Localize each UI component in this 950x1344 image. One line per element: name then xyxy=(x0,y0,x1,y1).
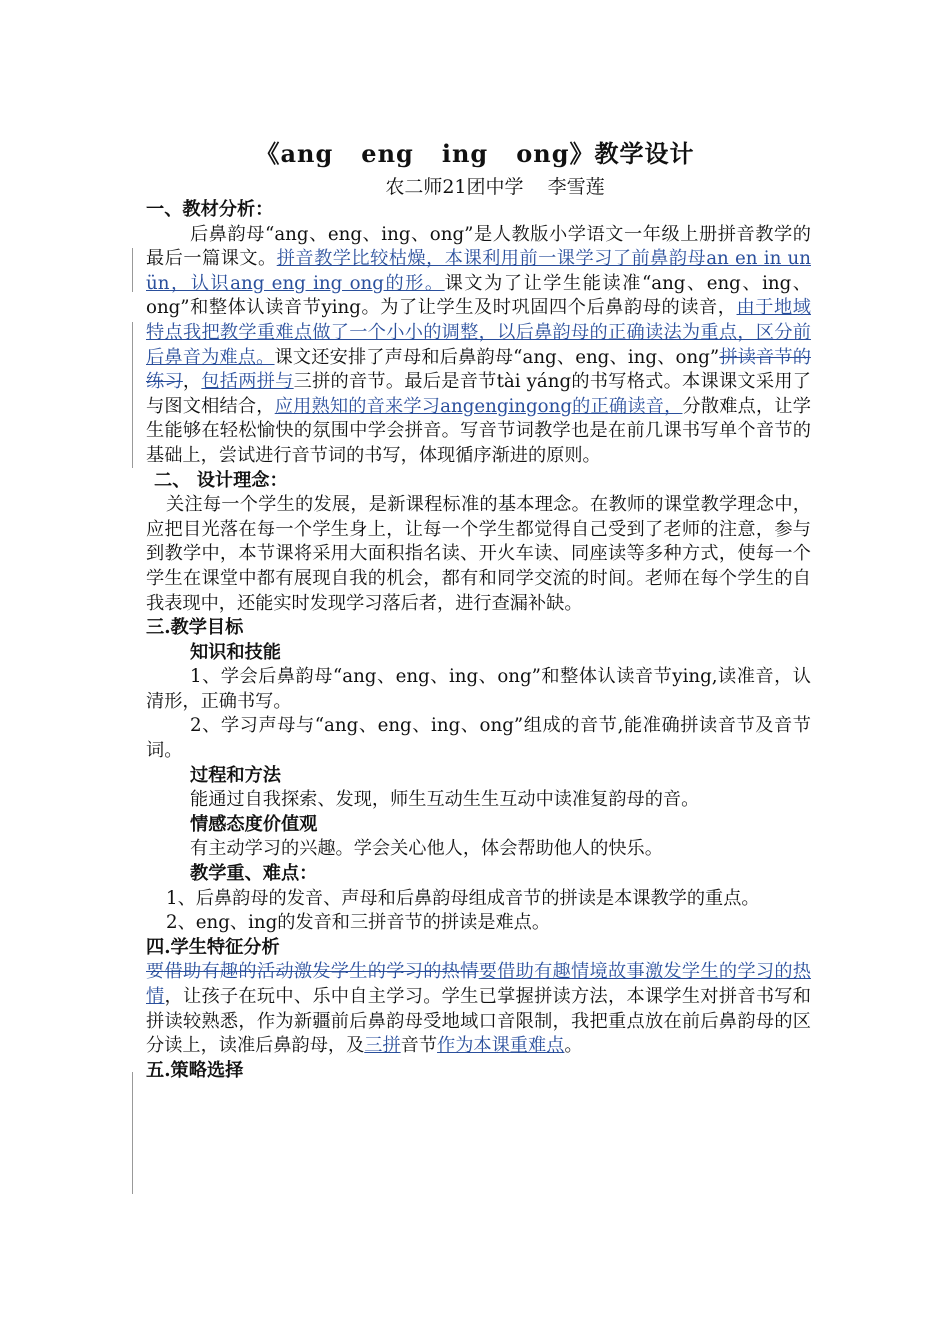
document-title: 《ang eng ing ong》教学设计 xyxy=(255,139,695,168)
subsection-heading: 教学重、难点： xyxy=(190,863,318,885)
inserted-text: 三拼 xyxy=(364,1035,401,1057)
paragraph: 1、学会后鼻韵母“ang、eng、ing、ong”和整体认读音节ying,读准音，认清形，正确书写。 xyxy=(146,666,811,712)
inserted-text: 由于地域特点我把教学重难点做了一个小小的调整，以后鼻韵母的正确读法为重点，区分前后鼻音为难点。 xyxy=(146,297,811,368)
inserted-text: 应用熟知的音来学习angengingong的正确读音， xyxy=(274,395,683,417)
text-run: ，让孩子在玩中、乐中自主学习。学生已掌握拼读方法，本课学生对拼音书写和拼读较熟悉，作为新疆前后鼻韵母受地域口音限制，我把重点放在前后鼻韵母的区分读上，读准后鼻韵母，及 xyxy=(146,986,811,1057)
text-run: 课文还安排了声母和后鼻韵母“ang、eng、ing、ong” xyxy=(274,346,720,368)
paragraph: 2、学习声母与“ang、eng、ing、ong”组成的音节,能准确拼读音节及音节词。 xyxy=(146,715,811,762)
section-heading: 二、 设计理念： xyxy=(154,469,288,491)
inserted-text: 拼音教学比较枯燥，本课利用前一课学习了前鼻韵母an en in un ün，认识ang eng ing ong的形。 xyxy=(146,248,811,294)
subsection-heading: 情感态度价值观 xyxy=(190,813,318,835)
document-author: 农二师21团中学 李雪莲 xyxy=(385,176,605,198)
deleted-text: 拼读音节的练习 xyxy=(146,346,811,393)
section-heading: 四.学生特征分析 xyxy=(146,936,280,958)
inserted-text: 包括两拼与 xyxy=(201,371,294,393)
change-bar xyxy=(132,1072,133,1194)
paragraph: 能通过自我探索、发现，师生互动生生互动中读准复韵母的音。 xyxy=(190,789,700,811)
text-run: 课文为了让学生能读准“ang、eng、ing、ong”和整体认读音节ying。为了让学生及时巩固四个后鼻韵母的读音， xyxy=(146,272,811,319)
change-bar xyxy=(132,248,133,292)
document-body xyxy=(146,198,811,1083)
text-run: 后鼻韵母“ang、eng、ing、ong”是人教版小学语文一年级上册拼音教学的最后一篇课文。 xyxy=(146,223,811,270)
deleted-text: 要借助有趣的活动激发学生的学习的热情 xyxy=(146,961,479,983)
inserted-text: 作为本课重难点 xyxy=(437,1035,565,1057)
subsection-heading: 过程和方法 xyxy=(190,764,281,786)
subsection-heading: 知识和技能 xyxy=(190,641,281,663)
paragraph: 2、eng、ing的发音和三拼音节的拼读是难点。 xyxy=(166,912,551,934)
text-run: ， xyxy=(182,371,202,393)
paragraph: 有主动学习的兴趣。学会关心他人，体会帮助他人的快乐。 xyxy=(190,838,663,860)
paragraph: 关注每一个学生的发展，是新课程标准的基本理念。在教师的课堂教学理念中，应把目光落在每一个学生身上，让每一个学生都觉得自己受到了老师的注意，参与到教学中，本节课将采用大面积指名读、开火车读、同座读等多种方式，使每一个学生在课堂中都有展现自我的机会，都有和同学交流的时间。老师在每个学生的自我表现中，还能实时发现学习落后者，进行查漏补缺。 xyxy=(146,494,811,614)
text-run: 音节 xyxy=(400,1035,438,1057)
paragraph: 1、后鼻韵母的发音、声母和后鼻韵母组成音节的拼读是本课教学的重点。 xyxy=(166,887,760,909)
paragraph xyxy=(146,960,811,1058)
change-bar xyxy=(132,424,133,468)
text-run: 分散难点，让学生能够在轻松愉快的氛围中学会拼音。写音节词教学也是在前几课书写单个音节的基础上，尝试进行音节词的书写，体现循序渐进的原则。 xyxy=(146,395,811,466)
section-heading: 五.策略选择 xyxy=(146,1059,244,1081)
section-heading: 三.教学目标 xyxy=(146,617,244,639)
inserted-text: 要借助有趣情境故事激发学生的学习的热情 xyxy=(146,961,811,1007)
text-run: 三拼的音节。最后是音节tài yáng的书写格式。本课课文采用了与图文相结合， xyxy=(146,371,811,417)
text-run: 。 xyxy=(564,1035,583,1057)
paragraph xyxy=(146,223,811,469)
section-heading: 一、教材分析： xyxy=(146,199,274,220)
